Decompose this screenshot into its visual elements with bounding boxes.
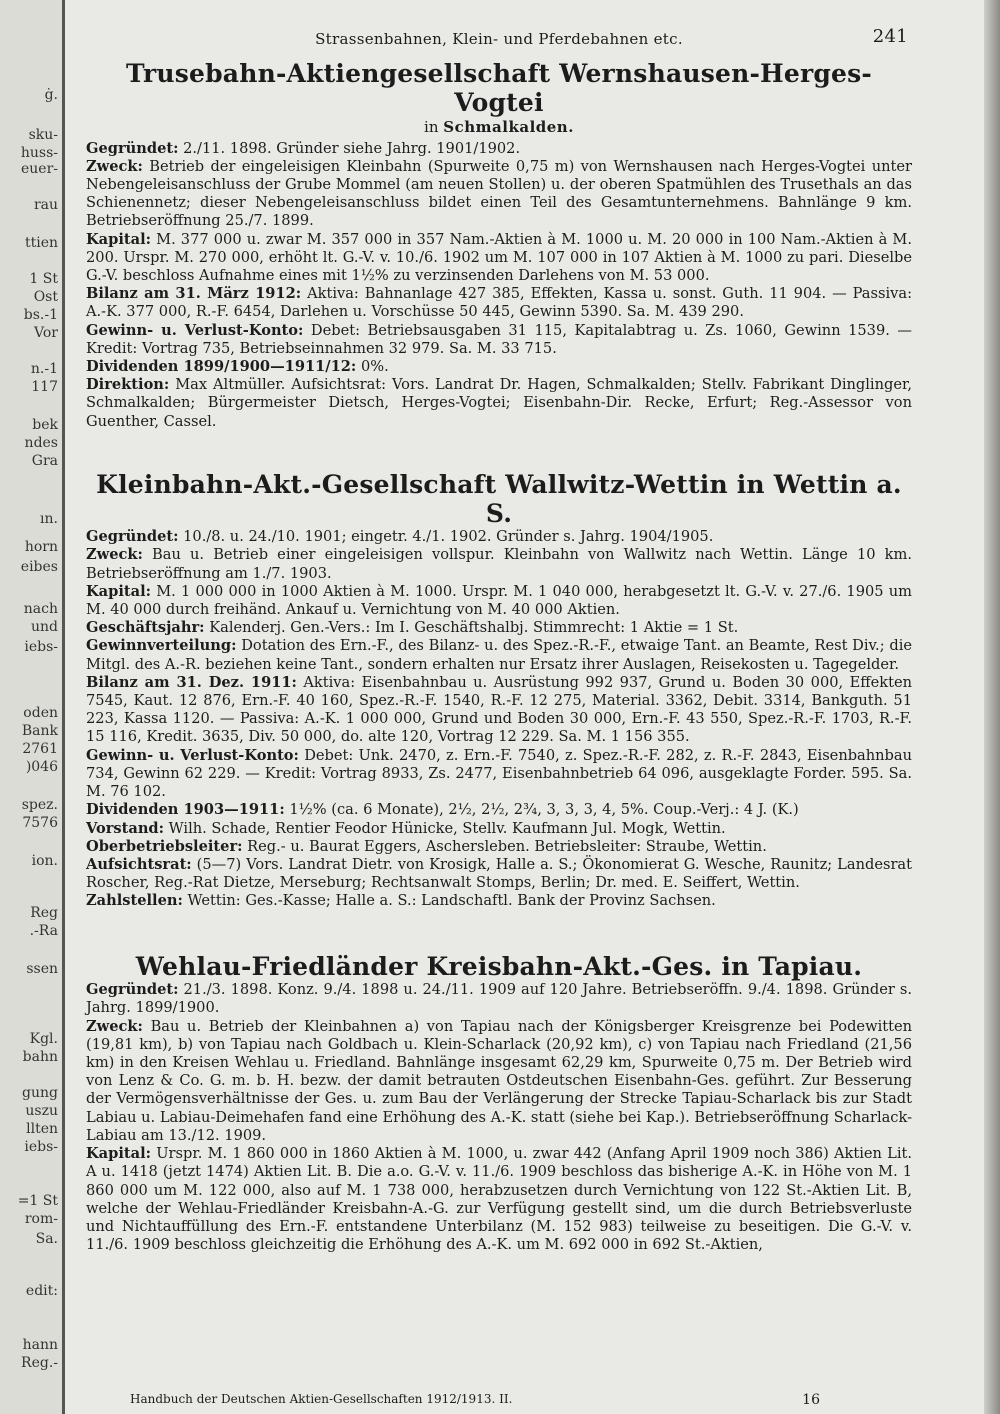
entry-title: Trusebahn-Aktiengesellschaft Wernshausen-Herges-Vogtei bbox=[126, 59, 872, 117]
margin-fragment: Reg bbox=[30, 905, 58, 921]
paragraph-label: Bilanz am 31. Dez. 1911: bbox=[86, 673, 297, 691]
footer-text: Handbuch der Deutschen Aktien-Gesellschaften 1912/1913. II. bbox=[130, 1392, 513, 1406]
printer-signature: 16 bbox=[802, 1392, 820, 1408]
paragraph-text: 2./11. 1898. Gründer siehe Jahrg. 1901/1902. bbox=[178, 139, 521, 157]
paragraph-text: Wettin: Ges.-Kasse; Halle a. S.: Landschaftl. Bank der Provinz Sachsen. bbox=[182, 892, 716, 910]
running-header bbox=[86, 22, 912, 56]
margin-fragment: hann bbox=[22, 1337, 58, 1353]
margin-fragment: 1 St bbox=[29, 271, 58, 287]
entry-paragraph bbox=[86, 285, 912, 321]
margin-fragment: edit: bbox=[25, 1283, 58, 1299]
entry-paragraph bbox=[86, 619, 912, 637]
paragraph-text: 10./8. u. 24./10. 1901; eingetr. 4./1. 1902. Gründer s. Jahrg. 1904/1905. bbox=[178, 528, 714, 546]
paragraph-text: Reg.- u. Baurat Eggers, Aschersleben. Betriebsleiter: Straube, Wettin. bbox=[242, 837, 767, 855]
margin-fragment: 2761 bbox=[22, 741, 58, 757]
entry-trusebahn bbox=[86, 60, 912, 431]
paragraph-text: Max Altmüller. Aufsichtsrat: Vors. Landrat Dr. Hagen, Schmalkalden; Stellv. Fabrikant Dinglinger, Schmalkalden; Bürgermeister Dietsch, Herges-Vogtei; Eisenbahn-Dir. Recke, Erfurt; Reg.-Assessor von Guenther, Cassel. bbox=[86, 376, 912, 430]
paragraph-text: Aktiva: Eisenbahnbau u. Ausrüstung 992 937, Grund u. Boden 30 000, Effekten 7545, Kaut. 12 876, Ern.-F. 40 160, Spez.-R.-F. 1540, R.-F. 12 275, Material. 3362, Debit. 3314, Bankguth. 51 223, Kassa 1120. — Passiva: A.-K. 1 000 000, Grund und Boden 30 000, Ern.-F. 43 550, Spez.-R.-F. 1703, R.-F. 15 116, Kredit. 3635, Div. 50 000, do. alte 120, Vortrag 12 229. Sa. M. 1 156 355. bbox=[86, 673, 912, 746]
entry-paragraphs bbox=[86, 140, 912, 431]
paragraph-label: Gegründet: bbox=[86, 981, 179, 999]
paragraph-label: Gegründet: bbox=[86, 139, 179, 157]
margin-fragment: Bank bbox=[21, 723, 58, 739]
entry-paragraph bbox=[86, 358, 912, 376]
paragraph-text: Debet: Unk. 2470, z. Ern.-F. 7540, z. Spez.-R.-F. 282, z. R.-F. 2843, Eisenbahnbau 734, Gewinn 62 229. — Kredit: Vortrag 8933, Zs. 2477, Eisenbahnbetrieb 64 096, ausgeklagte Forder. 595. Sa. M. 76 102. bbox=[86, 746, 912, 801]
margin-fragment: ın. bbox=[40, 511, 58, 527]
entry-wallwitz-wettin bbox=[86, 471, 912, 911]
entry-paragraph bbox=[86, 747, 912, 802]
margin-fragment: ion. bbox=[31, 853, 58, 869]
paragraph-label: Gewinnverteilung: bbox=[86, 637, 237, 655]
margin-fragment: sku- bbox=[28, 127, 58, 143]
margin-fragment: 117 bbox=[31, 379, 58, 395]
paragraph-text: 0%. bbox=[356, 357, 389, 375]
entry-paragraph bbox=[86, 583, 912, 619]
paragraph-text: Kalenderj. Gen.-Vers.: Im I. Geschäftshalbj. Stimmrecht: 1 Aktie = 1 St. bbox=[204, 619, 739, 637]
paragraph-text: 21./3. 1898. Konz. 9./4. 1898 u. 24./11. 1909 auf 120 Jahre. Betriebseröffn. 9./4. 1898. Gründer s. Jahrg. 1899/1900. bbox=[86, 981, 912, 1017]
entry-paragraph bbox=[86, 674, 912, 747]
paragraph-label: Oberbetriebsleiter: bbox=[86, 837, 243, 855]
paragraph-text: Bau u. Betrieb einer eingeleisigen vollspur. Kleinbahn von Wallwitz nach Wettin. Länge 10 km. Betriebseröffnung am 1./7. 1903. bbox=[86, 546, 912, 582]
entry-paragraph bbox=[86, 892, 912, 910]
margin-fragment: ndes bbox=[24, 435, 58, 451]
margin-fragment: )046 bbox=[25, 759, 58, 775]
margin-fragment: gung bbox=[22, 1085, 58, 1101]
margin-fragment: llten bbox=[26, 1121, 58, 1137]
entry-wehlau-friedland bbox=[86, 953, 912, 1255]
paragraph-label: Gewinn- u. Verlust-Konto: bbox=[86, 746, 299, 764]
paragraph-label: Aufsichtsrat: bbox=[86, 855, 192, 873]
entry-paragraph bbox=[86, 637, 912, 673]
margin-fragment: ssen bbox=[26, 961, 58, 977]
entry-title: Wehlau-Friedländer Kreisbahn-Akt.-Ges. in Tapiau. bbox=[135, 951, 863, 981]
subtitle-prefix: in bbox=[424, 117, 439, 136]
paragraph-text: (5—7) Vors. Landrat Dietr. von Krosigk, Halle a. S.; Ökonomierat G. Wesche, Raunitz; Landesrat Roscher, Reg.-Rat Dietze, Merseburg; Rechtsanwalt Stomps, Berlin; Dr. med. E. Seiffert, Wettin. bbox=[86, 855, 912, 892]
paragraph-label: Zahlstellen: bbox=[86, 892, 183, 910]
paragraph-label: Direktion: bbox=[86, 376, 170, 394]
page-content bbox=[86, 22, 912, 1254]
page-number: 241 bbox=[872, 26, 908, 47]
paragraph-text: 1½% (ca. 6 Monate), 2½, 2½, 2¾, 3, 3, 3, 4, 5%. Coup.-Verj.: 4 J. (K.) bbox=[284, 801, 799, 819]
paragraph-label: Bilanz am 31. März 1912: bbox=[86, 285, 302, 303]
entry-paragraphs bbox=[86, 981, 912, 1254]
margin-fragment: Sa. bbox=[35, 1231, 58, 1247]
margin-fragment: uszu bbox=[25, 1103, 58, 1119]
margin-fragment: bs.-1 bbox=[23, 307, 58, 323]
margin-fragment: bek bbox=[32, 417, 58, 433]
paragraph-text: Dotation des Ern.-F., des Bilanz- u. des Spez.-R.-F., etwaige Tant. an Beamte, Rest Div.; die Mitgl. des A.-R. beziehen keine Tant., sondern erhalten nur Ersatz ihrer Auslagen, Reisekosten u. Tagegelder. bbox=[86, 637, 912, 673]
paragraph-label: Geschäftsjahr: bbox=[86, 619, 205, 637]
margin-fragment: huss- bbox=[20, 145, 58, 161]
entry-paragraph bbox=[86, 140, 912, 158]
paragraph-text: Wilh. Schade, Rentier Feodor Hünicke, Stellv. Kaufmann Jul. Mogk, Wettin. bbox=[164, 819, 726, 837]
paragraph-text: Urspr. M. 1 860 000 in 1860 Aktien à M. 1000, u. zwar 442 (Anfang April 1909 noch 386) Aktien Lit. A u. 1418 (jetzt 1474) Aktien Lit. B. Die a.o. G.-V. v. 11./6. 1909 beschloss das bisherige A.-K. in Höhe von M. 1 860 000 um M. 122 000, also auf M. 1 738 000, herabzusetzen durch Vernichtung von 122 St.-Aktien Lit. B, welche der Wehlau-Friedländer Kreisbahn-A.-G. zur Verfügung gestellt sind, um die durch Betriebsverluste und Nichtauffüllung des Ern.-F. entstandene Unterbilanz (M. 152 983) teilweise zu beseitigen. Die G.-V. v. 11./6. 1909 beschloss gleichzeitig die Erhöhung des A.-K. um M. 692 000 in 692 St.-Aktien, bbox=[86, 1145, 912, 1254]
subtitle-place: Schmalkalden. bbox=[443, 117, 574, 136]
entry-paragraph bbox=[86, 838, 912, 856]
previous-page-margin bbox=[0, 0, 65, 1414]
paragraph-text: M. 377 000 u. zwar M. 357 000 in 357 Nam.-Aktien à M. 1000 u. M. 20 000 in 100 Nam.-Aktien à M. 200. Urspr. M. 270 000, erhöht lt. G.-V. v. 10./6. 1902 um M. 107 000 in 107 Aktien à M. 1000 zu pari. Dieselbe G.-V. beschloss Aufnahme eines mit 1½% zu verzinsenden Darlehens von M. 53 000. bbox=[86, 230, 912, 284]
margin-fragment: 7576 bbox=[22, 815, 58, 831]
paragraph-label: Dividenden 1903—1911: bbox=[86, 801, 285, 819]
margin-fragment: iebs- bbox=[24, 639, 58, 655]
margin-fragment: bahn bbox=[22, 1049, 58, 1065]
margin-fragment: Reg.- bbox=[21, 1355, 58, 1371]
entry-paragraph bbox=[86, 981, 912, 1017]
margin-fragment: nach bbox=[23, 601, 58, 617]
margin-fragment: eibes bbox=[20, 559, 58, 575]
margin-fragment: .-Ra bbox=[29, 923, 58, 939]
margin-fragment: n.-1 bbox=[30, 361, 58, 377]
paragraph-label: Gegründet: bbox=[86, 528, 179, 546]
margin-fragment: und bbox=[31, 619, 58, 635]
paragraph-label: Kapital: bbox=[86, 230, 152, 248]
margin-fragment: ttien bbox=[24, 235, 58, 251]
page-footer bbox=[130, 1392, 830, 1408]
margin-fragment: spez. bbox=[21, 797, 58, 813]
paragraph-text: Aktiva: Bahnanlage 427 385, Effekten, Kassa u. sonst. Guth. 11 904. — Passiva: A.-K. 377 000, R.-F. 6454, Darlehen u. Vorschüsse 50 445, Gewinn 5390. Sa. M. 439 290. bbox=[86, 285, 912, 321]
paragraph-label: Zweck: bbox=[86, 546, 143, 564]
entry-paragraph bbox=[86, 801, 912, 819]
margin-fragment: Ost bbox=[33, 289, 58, 305]
paragraph-text: Debet: Betriebsausgaben 31 115, Kapitalabtrag u. Zs. 1060, Gewinn 1539. — Kredit: Vortrag 735, Betriebseinnahmen 32 979. Sa. M. 33 715. bbox=[86, 321, 912, 357]
entry-paragraph bbox=[86, 1018, 912, 1145]
margin-fragment: ġ. bbox=[44, 87, 58, 103]
entry-paragraph bbox=[86, 546, 912, 582]
margin-fragment: Gra bbox=[31, 453, 58, 469]
paragraph-label: Dividenden 1899/1900—1911/12: bbox=[86, 357, 357, 375]
entry-title: Kleinbahn-Akt.-Gesellschaft Wallwitz-Wettin in Wettin a. S. bbox=[96, 469, 902, 528]
paragraph-label: Kapital: bbox=[86, 1145, 152, 1163]
entry-paragraph bbox=[86, 376, 912, 431]
paragraph-label: Kapital: bbox=[86, 582, 152, 600]
paragraph-label: Zweck: bbox=[86, 157, 143, 175]
paragraph-text: M. 1 000 000 in 1000 Aktien à M. 1000. Urspr. M. 1 040 000, herabgesetzt lt. G.-V. v. 27./6. 1905 um M. 40 000 durch freihänd. Ankauf u. Vernichtung von M. 40 000 Aktien. bbox=[86, 582, 912, 619]
paragraph-text: Bau u. Betrieb der Kleinbahnen a) von Tapiau nach der Königsberger Kreisgrenze bei Podewitten (19,81 km), b) von Tapiau nach Goldbach u. Klein-Scharlack (20,92 km), c) von Tapiau nach Friedland (21,56 km) in den Kreisen Wehlau u. Friedland. Bahnlänge insgesamt 62,29 km, Spurweite 0,75 m. Der Betrieb wird von Lenz & Co. G. m. b. H. bezw. der damit betrauten Ostdeutschen Eisenbahn-Ges. geführt. Zur Besserung der Vermögensverhältnisse der Ges. u. zum Bau der Verlängerung der Strecke Tapiau-Scharlack bis zur Stadt Labiau u. Labiau-Deimehafen fand eine Erhöhung des A.-K. statt (siehe bei Kap.). Betriebseröffnung Scharlack-Labiau am 13./12. 1909. bbox=[86, 1017, 912, 1144]
entry-paragraphs bbox=[86, 528, 912, 910]
paragraph-label: Zweck: bbox=[86, 1017, 143, 1035]
margin-fragment: rau bbox=[33, 197, 58, 213]
margin-fragment: oden bbox=[23, 705, 58, 721]
entry-subtitle bbox=[86, 118, 912, 136]
entry-paragraph bbox=[86, 231, 912, 286]
margin-fragment: euer- bbox=[20, 161, 58, 177]
entry-paragraph bbox=[86, 856, 912, 892]
margin-fragment: =1 St bbox=[17, 1193, 58, 1209]
margin-fragment: rom- bbox=[24, 1211, 58, 1227]
paragraph-label: Vorstand: bbox=[86, 819, 165, 837]
margin-fragment: Kgl. bbox=[29, 1031, 58, 1047]
paragraph-text: Betrieb der eingeleisigen Kleinbahn (Spurweite 0,75 m) von Wernshausen nach Herges-Vogtei unter Nebengeleisanschluss der Grube Mommel (am neuen Stollen) u. der oberen Spatmühlen des Trusethals an das Schienennetz; dieser Nebengeleisanschluss bildet einen Teil des Gesamtunternehmens. Bahnlänge 9 km. Betriebseröffnung 25./7. 1899. bbox=[86, 157, 912, 230]
entry-paragraph bbox=[86, 322, 912, 358]
margin-fragment: Vor bbox=[34, 325, 58, 341]
running-title: Strassenbahnen, Klein- und Pferdebahnen etc. bbox=[315, 30, 683, 48]
entry-paragraph bbox=[86, 820, 912, 838]
entry-paragraph bbox=[86, 528, 912, 546]
margin-fragment: horn bbox=[24, 539, 58, 555]
page-edge-shadow bbox=[984, 0, 1000, 1414]
paragraph-label: Gewinn- u. Verlust-Konto: bbox=[86, 321, 304, 339]
margin-fragment: iebs- bbox=[24, 1139, 58, 1155]
entry-paragraph bbox=[86, 158, 912, 231]
entry-paragraph bbox=[86, 1145, 912, 1254]
